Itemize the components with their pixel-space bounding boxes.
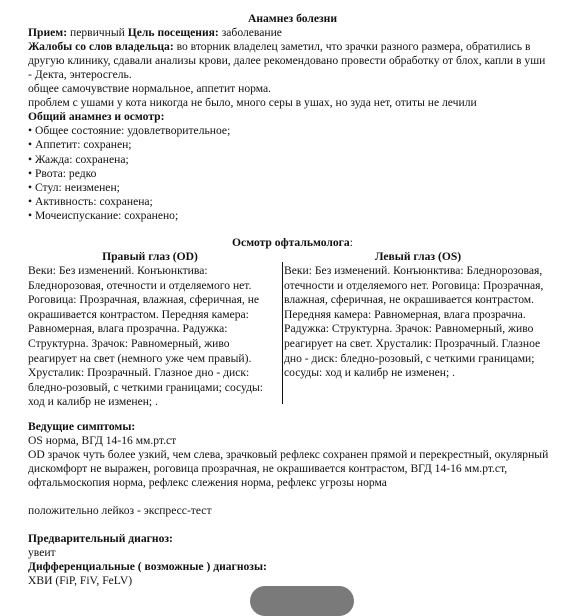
complaints-label: Жалобы со слов владельца: — [28, 40, 174, 53]
purpose-value: заболевание — [221, 26, 282, 39]
right-eye-heading: Правый глаз (OD) — [102, 250, 198, 263]
document-title: Анамнез болезни — [247, 12, 338, 25]
complaints-line-3: - Декта, энтеросгель. — [28, 68, 132, 81]
complaints-line-2: другую клинику, сдавали анализы крови, далее рекомендовано провести обработку от блох, капли в уши — [28, 54, 546, 67]
right-eye-text: Веки: Без изменений. Конъюнктива: Бледнорозовая, отечности и отделяемого нет. Роговица: Прозрачная, влажная, сферичная, не окрашивается контрастом. Передняя камера: Равномерная, влага прозрачна. Радужка: Структурна. Зрачок: Равномерный, живо реагирует на свет (немного уже чем правый). Хрусталик: Прозрачный. Глазное дно - диск: бледно-розовый, с четкими границами; сосуды: ход и калибр не изменен; . — [28, 264, 263, 409]
differential-diagnosis-label: Дифференциальные ( возможные ) диагнозы: — [28, 560, 267, 573]
preliminary-diagnosis-text: увеит — [28, 546, 56, 559]
left-eye-heading: Левый глаз (OS) — [374, 250, 462, 263]
column-divider — [282, 262, 283, 404]
left-eye-text: Веки: Без изменений. Конъюнктива: Бледнорозовая, отечности и отделяемого нет. Роговица: Прозрачная, влажная, сферичная, не окрашивается контрастом. Передняя камера: Равномерная, влага прозрачна. Радужка: Структурна. Зрачок: Равномерный, живо реагирует на свет. Хрусталик: Прозрачный. Глазное дно - диск: бледно-розовый, с четкими границами; сосуды: ход и калибр не изменен; . — [284, 264, 544, 380]
general-exam-label: Общий анамнез и осмотр: — [28, 110, 165, 123]
complaints-line-1 — [28, 40, 530, 55]
reception-label: Прием — [28, 26, 64, 39]
visit-line: Прием: первичный Цель посещения: заболевание — [28, 26, 282, 39]
purpose-label: Цель посещения: — [127, 26, 219, 39]
complaints-text-1: во вторник владелец заметил, что зрачки разного размера, обратились в — [176, 40, 531, 53]
symptoms-line-4: офтальмоскопия норма, рефлекс слежения норма, рефлекс угрозы норма — [28, 476, 387, 489]
symptoms-line-1: OS норма, ВГД 14-16 мм.рт.ст — [28, 434, 177, 447]
general-item: • Аппетит: сохранен; — [28, 138, 132, 151]
symptoms-line-2: OD зрачок чуть более узкий, чем слева, зрачковый рефлекс сохранен прямой и перекрестный, окулярный — [28, 448, 549, 461]
symptoms-line-3: дискомфорт не выражен, роговица прозрачная, не окрашивается контрастом, ВГД 14-16 мм.рт.ст, — [28, 462, 508, 475]
complaints-line-4: общее самочувствие нормальное, аппетит норма. — [28, 82, 272, 95]
reception-value: первичный — [69, 26, 125, 39]
complaints-line-5: проблем с ушами у кота никогда не было, много серы в ушах, но зуда нет, отиты не лечили — [28, 96, 477, 109]
general-item: • Стул: неизменен; — [28, 181, 120, 194]
ophthalmology-title: Осмотр офтальмолога: — [232, 236, 353, 249]
general-item: • Общее состояние: удовлетворительное; — [28, 124, 231, 137]
general-item: • Мочеиспускание: сохранено; — [28, 209, 179, 222]
preliminary-diagnosis-label: Предварительный диагноз: — [28, 532, 173, 545]
general-item: • Активность: сохранена; — [28, 195, 153, 208]
symptoms-label: Ведущие симптомы: — [28, 420, 136, 433]
bottom-overlay-button[interactable] — [250, 586, 354, 616]
general-item: • Жажда: сохранена; — [28, 153, 129, 166]
differential-diagnosis-text: ХВИ (FiP, FiV, FeLV) — [28, 574, 133, 587]
general-item: • Рвота: редко — [28, 167, 97, 180]
test-result: положительно лейкоз - экспресс-тест — [28, 504, 212, 517]
